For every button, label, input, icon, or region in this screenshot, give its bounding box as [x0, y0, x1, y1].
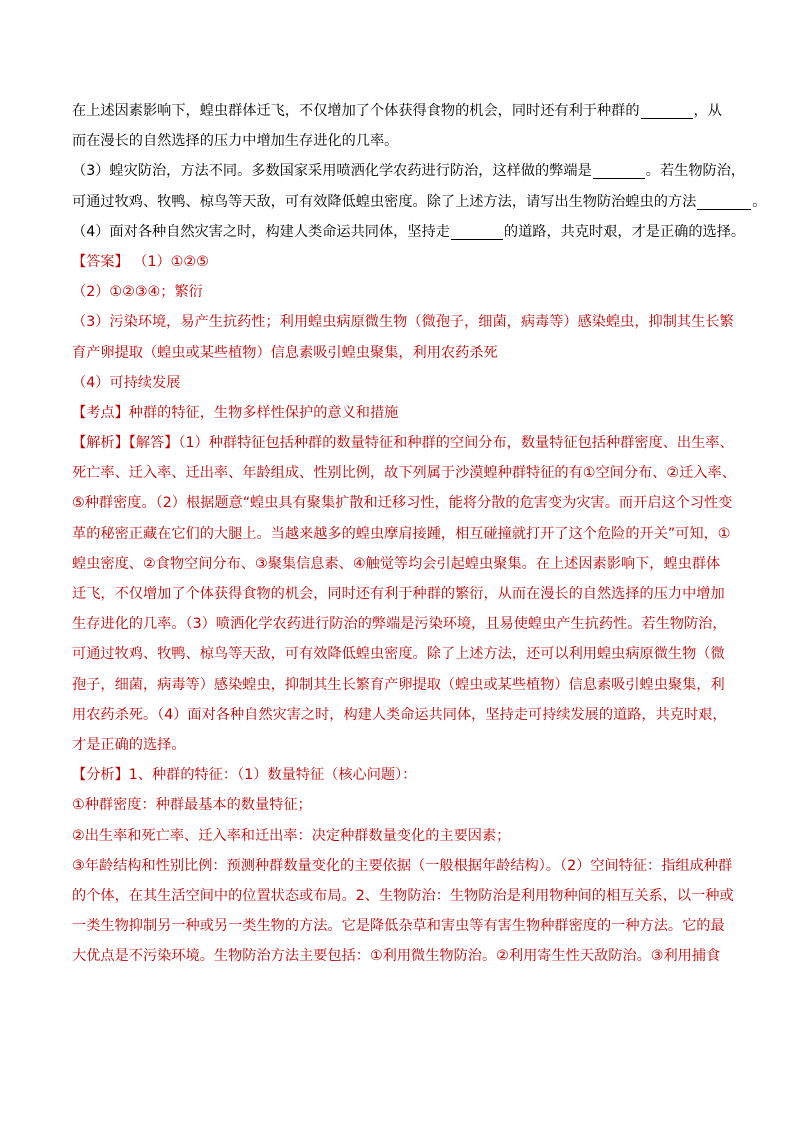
question-text: 的道路，共克时艰，才是正确的选择。: [503, 223, 746, 240]
jiexi-line-3: 革的秘密正藏在它们的大腿上。当越来越多的蝗虫摩肩接踵，相互碰撞就打开了这个危险的开关”可知，①: [72, 525, 731, 542]
question-3-line-1: [72, 156, 746, 186]
jiexi-line-7: 可通过牧鸡、牧鸭、椋鸟等天敌，可有效降低蝗虫密度。除了上述方法，还可以利用蝗虫病原微生物（微: [72, 646, 725, 663]
jiexi-line-1: 死亡率、迁入率、迁出率、年龄组成、性别比例，故下列属于沙漠蝗种群特征的有①空间分布、②迁入率、: [72, 465, 736, 482]
answer-line-2: （2）①②③④；繁衍: [72, 284, 203, 301]
question-line-1: [72, 96, 724, 126]
question-line-2: 而在漫长的自然选择的压力中增加生存进化的几率。: [72, 133, 399, 150]
jiexi-line-2: ⑤种群密度。（2）根据题意“蝗虫具有聚集扩散和迁移习性，能将分散的危害变为灾害。而开启这个习性变: [72, 495, 733, 512]
answer-blank: [697, 192, 751, 210]
question-text: ，从: [693, 103, 722, 119]
question-3-line-2: [72, 187, 767, 217]
fenxi-line-3: ③年龄结构和性别比例：预测种群数量变化的主要依据（一般根据年龄结构）。（2）空间特征：指组成种群: [72, 857, 733, 874]
jiexi-text: （1）种群特征包括种群的数量特征和种群的空间分布，数量特征包括种群密度、出生率、: [178, 435, 734, 452]
answer-blank: [451, 222, 503, 240]
answer-blank: [593, 161, 645, 179]
fenxi-line-5: 一类生物抑制另一种或另一类生物的方法。它是降低杂草和害虫等有害生物种群密度的一种方法。它的最: [72, 918, 725, 935]
answer-tag: 【答案】: [72, 253, 129, 270]
fenxi-line-0: [72, 760, 724, 790]
answer-line-5: （4）可持续发展: [72, 374, 181, 391]
kaodian-tag: 【考点】: [72, 404, 129, 421]
question-4-line: [72, 217, 746, 247]
question-text: 。若生物防治，: [645, 163, 746, 180]
answer-text: （1）①②⑤: [133, 253, 209, 270]
fenxi-text: 1、种群的特征：（1）数量特征（核心问题）：: [128, 767, 417, 784]
answer-line-3: （3）污染环境，易产生抗药性；利用蝗虫病原微生物（微孢子，细菌，病毒等）感染蝗虫，抑制其生长繁: [72, 314, 734, 331]
fenxi-line-2: ②出生率和死亡率、迁入率和迁出率：决定种群数量变化的主要因素；: [72, 827, 511, 844]
answer-blank: [641, 101, 693, 119]
fenxi-tag: 【分析】: [72, 767, 129, 784]
jiexi-tag: 【解析】【解答】: [72, 435, 179, 452]
fenxi-line-6: 大优点是不污染环境。生物防治方法主要包括：①利用微生物防治。②利用寄生性天敌防治。③利用捕食: [72, 948, 721, 965]
kaodian-line: [72, 398, 724, 428]
jiexi-line-9: 用农药杀死。（4）面对各种自然灾害之时，构建人类命运共同体，坚持走可持续发展的道路，共克时艰，: [72, 706, 727, 723]
answer-line-1: [72, 247, 724, 277]
jiexi-line-8: 孢子，细菌，病毒等）感染蝗虫，抑制其生长繁育产卵提取（蝗虫或某些植物）信息素吸引蝗虫聚集，利: [72, 676, 725, 693]
question-text: （3）蝗灾防治，方法不同。多数国家采用喷洒化学农药进行防治，这样做的弊端是: [72, 163, 592, 180]
question-text: 。: [752, 193, 767, 210]
jiexi-line-6: 生存进化的几率。（3）喷洒化学农药进行防治的弊端是污染环境，且易使蝗虫产生抗药性。若生物防治，: [72, 616, 727, 633]
question-text: 在上述因素影响下，蝗虫群体迁飞，不仅增加了个体获得食物的机会，同时还有利于种群的: [72, 103, 640, 119]
document-page: [72, 96, 767, 971]
fenxi-line-1: ①种群密度：种群最基本的数量特征；: [72, 797, 312, 814]
jiexi-line-10: 才是正确的选择。: [72, 736, 186, 753]
question-text: 可通过牧鸡、牧鸭、椋鸟等天敌，可有效降低蝗虫密度。除了上述方法，请写出生物防治蝗虫的方法: [72, 193, 697, 210]
question-text: （4）面对各种自然灾害之时，构建人类命运共同体，坚持走: [72, 223, 450, 240]
jiexi-line-4: 蝗虫密度、②食物空间分布、③聚集信息素、④触觉等均会引起蝗虫聚集。在上述因素影响下，蝗虫群体: [72, 555, 721, 572]
fenxi-line-4: 的个体，在其生活空间中的位置状态或布局。2、生物防治：生物防治是利用物种间的相互关系，以一种或: [72, 887, 734, 904]
kaodian-text: 种群的特征，生物多样性保护的意义和措施: [128, 404, 399, 421]
jiexi-line-5: 迁飞，不仅增加了个体获得食物的机会，同时还有利于种群的繁衍，从而在漫长的自然选择的压力中增加: [72, 586, 725, 602]
jiexi-line-0: [72, 428, 734, 458]
answer-line-4: 育产卵提取（蝗虫或某些植物）信息素吸引蝗虫聚集，利用农药杀死: [72, 344, 498, 361]
